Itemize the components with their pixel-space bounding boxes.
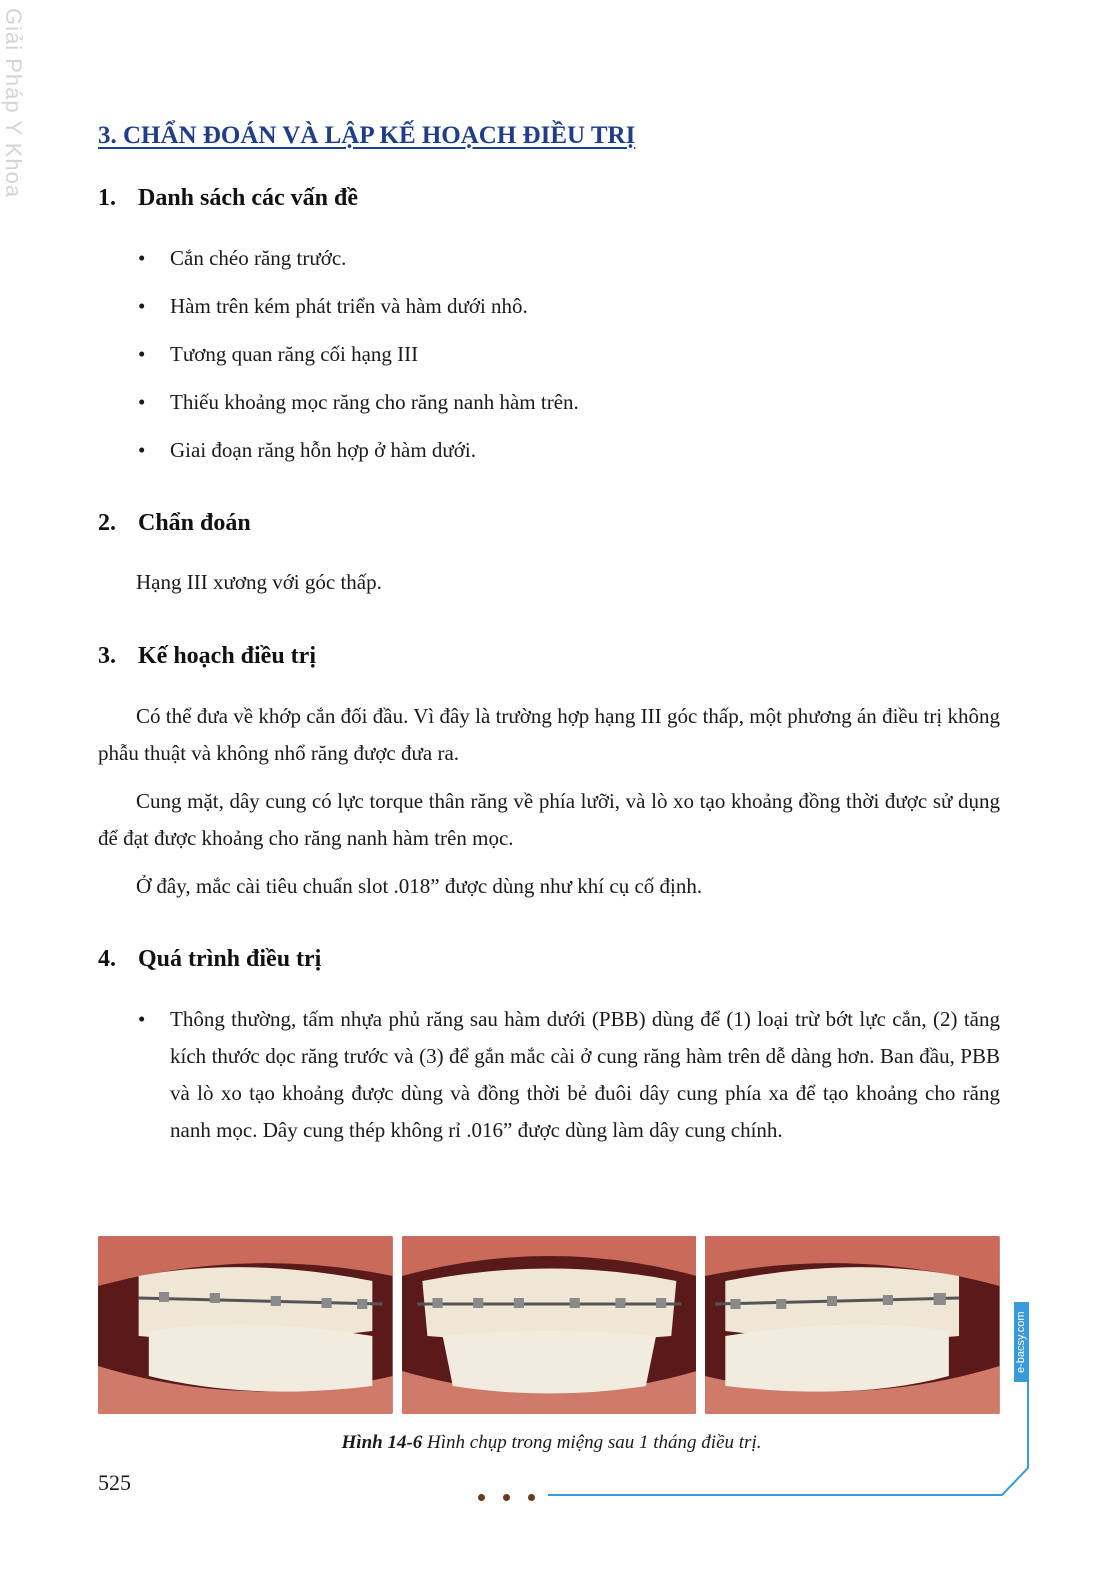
section-heading-1: 1. Danh sách các vấn đề [98,185,359,211]
section-heading-3: 3. Kế hoạch điều trị [98,643,316,669]
brand-tab: e-bacsy.com [1014,1302,1029,1382]
problem-item: • Tương quan răng cối hạng III [134,336,579,373]
problem-item: • Hàm trên kém phát triển và hàm dưới nhô. [134,288,579,325]
plan-paragraph-2: Cung mặt, dây cung có lực torque thân răng về phía lưỡi, và lò xo tạo khoảng đồng thời được sử dụng để đạt được khoảng cho răng nanh hàm trên mọc. [98,789,1000,850]
diagnosis-text: Hạng III xương với góc thấp. [136,570,382,594]
plan-paragraph-3: Ở đây, mắc cài tiêu chuẩn slot .018” được dùng như khí cụ cố định. [136,874,703,898]
section-heading-2: 2. Chẩn đoán [98,510,251,536]
intraoral-photo-front [402,1236,697,1414]
figure-caption: Hình 14-6 Hình chụp trong miệng sau 1 tháng điều trị. [341,1432,762,1453]
intraoral-photo-left [705,1236,1000,1414]
figure-photos [98,1236,1000,1414]
process-item: • Thông thường, tấm nhựa phủ răng sau hàm dưới (PBB) dùng để (1) loại trừ bớt lực cắn, (2) tăng kích thước dọc răng trước và (3) để gắn mắc cài ở cung răng hàm trên dễ dàng hơn. Ban đầu, PBB và lò xo tạo khoảng được dùng và đồng thời bẻ đuôi dây cung phía xa để tạo khoảng cho răng nanh mọc. Dây cung thép không rỉ .016” được dùng làm dây cung chính. [134,1001,1000,1149]
chapter-title: 3. CHẨN ĐOÁN VÀ LẬP KẾ HOẠCH ĐIỀU TRỊ [98,122,636,149]
page-number: 525 [98,1470,131,1495]
problem-item: • Giai đoạn răng hỗn hợp ở hàm dưới. [134,432,579,469]
plan-paragraph-1: Có thể đưa về khớp cắn đối đầu. Vì đây là trường hợp hạng III góc thấp, một phương án điều trị không phẫu thuật và không nhổ răng được đưa ra. [98,704,1000,765]
process-list [134,1001,1000,1149]
problem-list [134,240,579,480]
decorative-dots [478,1486,553,1505]
section-heading-4: 4. Quá trình điều trị [98,946,322,972]
side-watermark: Giải Pháp Y Khoa [1,8,26,199]
problem-item: • Thiếu khoảng mọc răng cho răng nanh hàm trên. [134,384,579,421]
intraoral-photo-right [98,1236,393,1414]
problem-item: • Cắn chéo răng trước. [134,240,579,277]
